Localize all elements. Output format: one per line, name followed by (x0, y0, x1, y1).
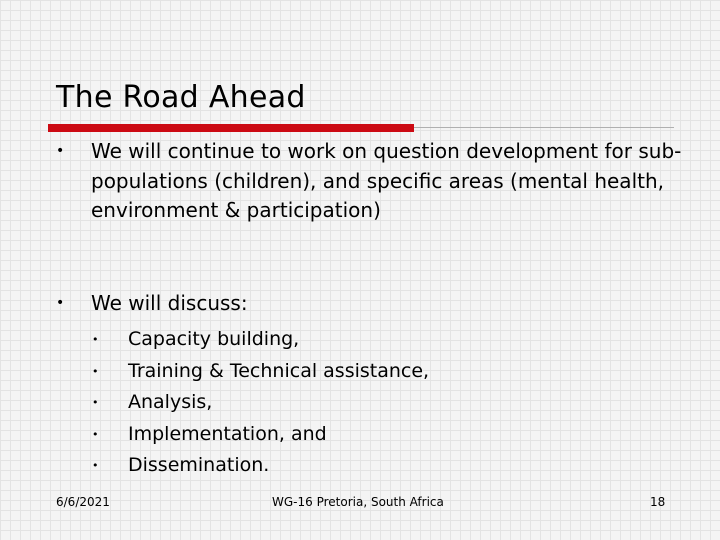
footer-date: 6/6/2021 (56, 495, 110, 509)
footer-center-text: WG-16 Pretoria, South Africa (272, 495, 444, 509)
sub-bullet-text: Analysis, (128, 391, 213, 413)
sub-bullet-text: Capacity building, (128, 328, 300, 350)
sub-bullet-text: Implementation, and (128, 423, 327, 445)
slide-title: The Road Ahead (56, 80, 306, 115)
bullet-text: We will discuss: (91, 291, 248, 315)
bullet-marker: • (56, 295, 65, 311)
title-underline-line (414, 127, 674, 128)
bullet-marker: • (56, 143, 65, 159)
sub-bullet-text: Dissemination. (128, 454, 270, 476)
bullet-text: We will continue to work on question development for sub-populations (children), and specific areas (mental health, environment & participation) (91, 139, 682, 222)
sub-bullet-marker: • (92, 396, 99, 409)
footer-page-number: 18 (650, 495, 666, 509)
sub-bullet-marker: • (92, 428, 99, 441)
sub-bullet-text: Training & Technical assistance, (128, 360, 430, 382)
sub-bullet-marker: • (92, 459, 99, 472)
sub-bullet-marker: • (92, 365, 99, 378)
sub-bullet-marker: • (92, 333, 99, 346)
title-underline (48, 122, 674, 134)
title-underline-accent (48, 124, 414, 132)
